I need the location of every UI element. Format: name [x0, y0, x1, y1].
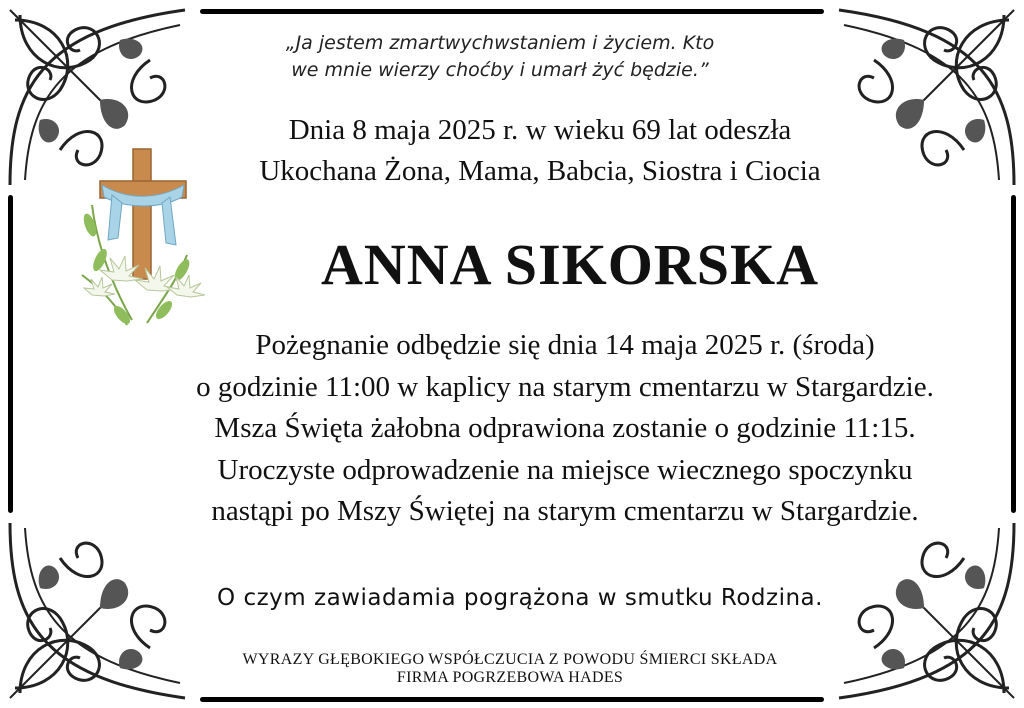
quote-line-1: „Ja jestem zmartwychwstaniem i życiem. Kto [285, 32, 715, 54]
family-closing-line: O czym zawiadamia pogrążona w smutku Rodzina. [217, 585, 823, 611]
bible-quote [200, 30, 800, 84]
quote-line-2: we mnie wierzy choćby i umarł żyć będzie.” [291, 59, 709, 81]
condolences-footer [150, 651, 870, 687]
cross-with-lilies-icon [72, 145, 207, 330]
details-line-3: Msza Święta żałobna odprawiona zostanie o godzinie 11:15. [214, 412, 916, 444]
details-line-1: Pożegnanie odbędzie się dnia 14 maja 2025 r. (środa) [255, 329, 875, 361]
intro-line-2: Ukochana Żona, Mama, Babcia, Siostra i Ciocia [259, 155, 821, 187]
frame-left-line [8, 195, 13, 513]
footer-line-1: WYRAZY GŁĘBOKIEGO WSPÓŁCZUCIA Z POWODU ŚMIERCI SKŁADA [242, 651, 778, 668]
details-line-4: Uroczyste odprowadzenie na miejsce wiecznego spoczynku [217, 453, 913, 486]
intro-line-1: Dnia 8 maja 2025 r. w wieku 69 lat odeszła [288, 114, 792, 146]
death-announcement-intro [180, 110, 900, 192]
footer-line-2: FIRMA POGRZEBOWA HADES [396, 669, 624, 686]
details-line-5: nastąpi po Mszy Świętej na starym cmentarzu w Stargardzie. [211, 495, 919, 527]
details-line-2: o godzinie 11:00 w kaplicy na starym cmentarzu w Stargardzie. [196, 370, 934, 403]
frame-top-line [200, 9, 824, 14]
funeral-details [110, 325, 1020, 533]
frame-bottom-line [200, 697, 824, 702]
deceased-name: ANNA SIKORSKA [320, 232, 820, 297]
